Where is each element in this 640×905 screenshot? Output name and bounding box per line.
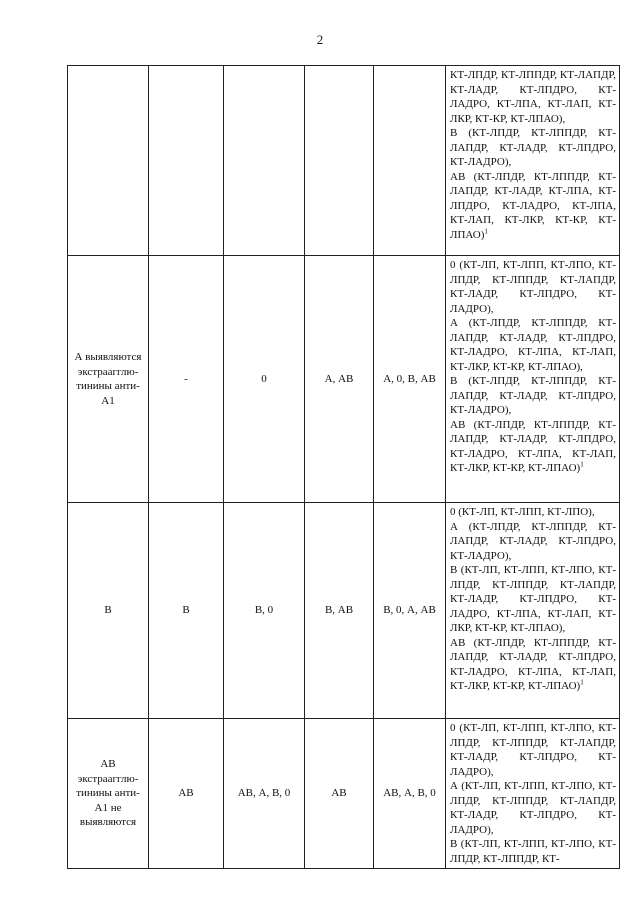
detail-line xyxy=(450,636,616,694)
col3-cell: 0 xyxy=(224,256,305,503)
col5-cell: АВ, А, В, 0 xyxy=(374,719,446,869)
col4-cell: АВ xyxy=(305,719,374,869)
col4-cell xyxy=(305,66,374,256)
col5-cell: В, 0, А, АВ xyxy=(374,503,446,719)
footnote-marker: 1 xyxy=(484,226,488,235)
detail-line xyxy=(450,170,616,243)
detail-text: АВ (КТ-ЛПДР, КТ-ЛППДР, КТ-ЛАПДР, КТ-ЛАДР, КТ-ЛПДРО, КТ-ЛАДРО, КТ-ЛПА, КТ-ЛАП, КТ-ЛКР, КТ-КР, КТ-ЛПАО) xyxy=(450,418,616,474)
detail-cell xyxy=(446,256,620,503)
compatibility-table xyxy=(67,65,620,869)
detail-line: В (КТ-ЛП, КТ-ЛПП, КТ-ЛПО, КТ-ЛПДР, КТ-ЛППДР, КТ-ЛАПДР, КТ-ЛАДР, КТ-ЛПДРО, КТ-ЛАДРО, КТ-ЛПА, КТ-ЛАП, КТ-ЛКР, КТ-КР, КТ-ЛПАО), xyxy=(450,564,616,634)
detail-line: В (КТ-ЛПДР, КТ-ЛППДР, КТ-ЛАПДР, КТ-ЛАДР, КТ-ЛПДРО, КТ-ЛАДРО), xyxy=(450,127,616,168)
detail-line xyxy=(450,418,616,476)
col2-cell xyxy=(149,66,224,256)
table-row xyxy=(68,256,620,503)
col2-cell: В xyxy=(149,503,224,719)
page-number: 2 xyxy=(316,32,324,47)
col2-cell: - xyxy=(149,256,224,503)
detail-line: А (КТ-ЛП, КТ-ЛПП, КТ-ЛПО, КТ-ЛПДР, КТ-ЛППДР, КТ-ЛАПДР, КТ-ЛАДР, КТ-ЛПДРО, КТ-ЛАДРО), xyxy=(450,780,616,836)
footnote-marker: 1 xyxy=(580,678,584,687)
detail-line: 0 (КТ-ЛП, КТ-ЛПП, КТ-ЛПО, КТ-ЛПДР, КТ-ЛППДР, КТ-ЛАПДР, КТ-ЛАДР, КТ-ЛПДРО, КТ-ЛАДРО), xyxy=(450,722,616,778)
detail-cell xyxy=(446,719,620,869)
recipient-cell: А выявляются экстраагглю-тинины анти-А1 xyxy=(68,256,149,503)
table-row xyxy=(68,719,620,869)
table-row xyxy=(68,503,620,719)
detail-text: АВ (КТ-ЛПДР, КТ-ЛППДР, КТ-ЛАПДР, КТ-ЛАДР, КТ-ЛПДРО, КТ-ЛАДРО, КТ-ЛПА, КТ-ЛАП, КТ-ЛКР, КТ-КР, КТ-ЛПАО) xyxy=(450,636,616,692)
col4-cell: В, АВ xyxy=(305,503,374,719)
col3-cell xyxy=(224,66,305,256)
detail-line: В (КТ-ЛП, КТ-ЛПП, КТ-ЛПО, КТ-ЛПДР, КТ-ЛППДР, КТ- xyxy=(450,838,616,865)
recipient-cell: АВ экстраагглю-тинины анти-А1 не выявляются xyxy=(68,719,149,869)
detail-line: 0 (КТ-ЛП, КТ-ЛПП, КТ-ЛПО, КТ-ЛПДР, КТ-ЛППДР, КТ-ЛАПДР, КТ-ЛАДР, КТ-ЛПДРО, КТ-ЛАДРО), xyxy=(450,259,616,315)
detail-line: КТ-ЛПДР, КТ-ЛППДР, КТ-ЛАПДР, КТ-ЛАДР, КТ-ЛПДРО, КТ-ЛАДРО, КТ-ЛПА, КТ-ЛАП, КТ-ЛКР, КТ-КР, КТ-ЛПАО), xyxy=(450,69,616,125)
detail-line: 0 (КТ-ЛП, КТ-ЛПП, КТ-ЛПО), xyxy=(450,506,595,518)
footnote-marker: 1 xyxy=(580,460,584,469)
col3-cell: АВ, А, В, 0 xyxy=(224,719,305,869)
detail-line: А (КТ-ЛПДР, КТ-ЛППДР, КТ-ЛАПДР, КТ-ЛАДР, КТ-ЛПДРО, КТ-ЛАДРО), xyxy=(450,520,616,562)
detail-line: В (КТ-ЛПДР, КТ-ЛППДР, КТ-ЛАПДР, КТ-ЛАДР, КТ-ЛПДРО, КТ-ЛАДРО), xyxy=(450,375,616,416)
col5-cell xyxy=(374,66,446,256)
col5-cell: А, 0, В, АВ xyxy=(374,256,446,503)
recipient-cell xyxy=(68,66,149,256)
detail-line: А (КТ-ЛПДР, КТ-ЛППДР, КТ-ЛАПДР, КТ-ЛАДР, КТ-ЛПДРО, КТ-ЛАДРО, КТ-ЛПА, КТ-ЛАП, КТ-ЛКР, КТ-КР, КТ-ЛПАО), xyxy=(450,317,616,373)
table-row xyxy=(68,66,620,256)
col3-cell: В, 0 xyxy=(224,503,305,719)
detail-cell xyxy=(446,503,620,719)
detail-cell xyxy=(446,66,620,256)
col2-cell: АВ xyxy=(149,719,224,869)
recipient-cell: В xyxy=(68,503,149,719)
col4-cell: А, АВ xyxy=(305,256,374,503)
detail-text: АВ (КТ-ЛПДР, КТ-ЛППДР, КТ-ЛАПДР, КТ-ЛАДР, КТ-ЛПА, КТ-ЛПДРО, КТ-ЛАДРО, КТ-ЛПА, КТ-ЛАП, КТ-ЛКР, КТ-КР, КТ-ЛПАО) xyxy=(450,170,616,241)
